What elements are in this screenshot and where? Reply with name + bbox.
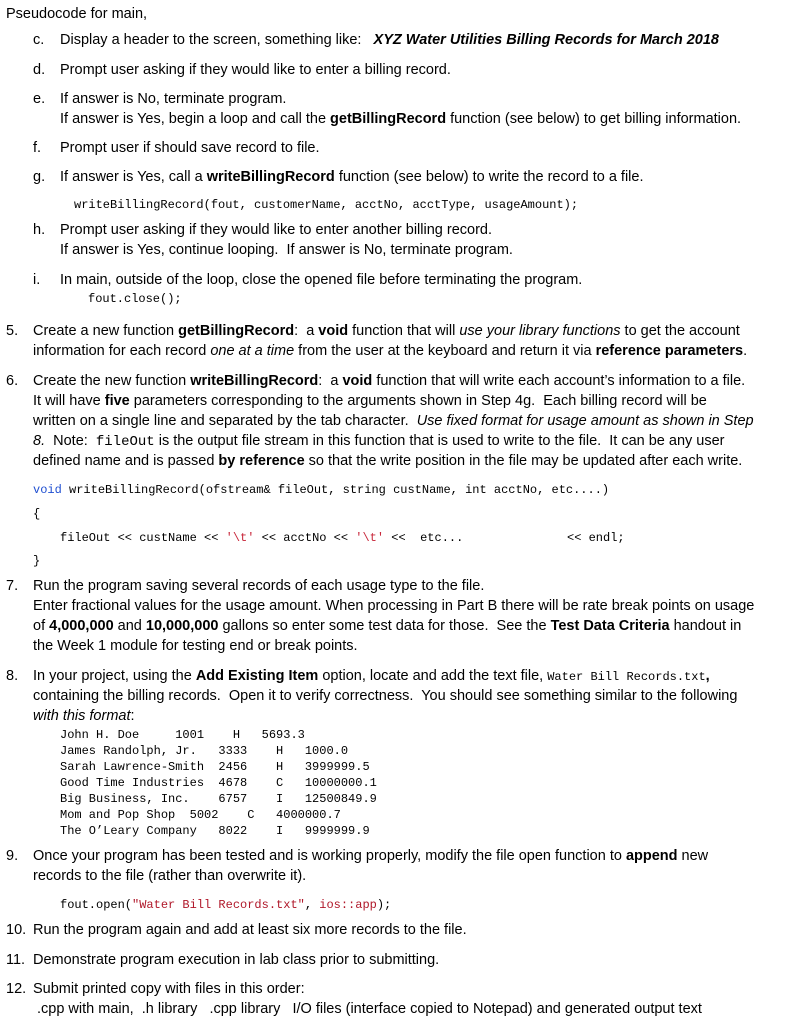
step-9-line2: records to the file (rather than overwrite it). [33,868,307,884]
step-7-number: 7. [6,578,19,594]
code-close-brace: } [33,554,41,568]
step-7-line1: Run the program saving several records of each usage type to the file. [33,578,485,594]
step-5-number: 5. [6,323,19,339]
step-8-line1: In your project, using the Add Existing Item option, locate and add the text file, Water Bill Records.txt, [33,668,710,684]
record-line: Mom and Pop Shop 5002 C 4000000.7 [60,808,341,822]
step-7-line3: of 4,000,000 and 10,000,000 gallons so enter some test data for those. See the Test Data Criteria handout in [33,618,742,634]
step-6-line5: defined name and is passed by reference so that the write position in the file may be updated after each write. [33,453,743,469]
record-line: Sarah Lawrence-Smith 2456 H 3999999.5 [60,760,370,774]
record-line: Big Business, Inc. 6757 I 12500849.9 [60,792,377,806]
step-9-line1: Once your program has been tested and is working properly, modify the file open function to append new [33,848,709,864]
record-line: John H. Doe 1001 H 5693.3 [60,728,305,742]
step-6-line3: written on a single line and separated by the tab character. Use fixed format for usage amount as shown in Step [33,413,754,429]
step-g-code: writeBillingRecord(fout, customerName, acctNo, acctType, usageAmount); [74,198,579,212]
header-example: XYZ Water Utilities Billing Records for March 2018 [373,32,719,48]
code-body: fileOut << custName << '\t' << acctNo << '\t' << etc... [60,531,464,545]
step-12-line2: .cpp with main, .h library .cpp library I/O files (interface copied to Notepad) and generated output text [37,1001,702,1017]
code-endl: << endl; [567,531,625,545]
record-line: James Randolph, Jr. 3333 H 1000.0 [60,744,349,758]
step-e-label: e. [33,91,46,107]
step-c-text: Display a header to the screen, something like: XYZ Water Utilities Billing Records for March 2018 [60,32,719,48]
intro-text: Pseudocode for main, [6,6,148,22]
step-11-text: Demonstrate program execution in lab class prior to submitting. [33,952,440,968]
code-open-brace: { [33,507,41,521]
step-i-label: i. [33,272,41,288]
record-line: Good Time Industries 4678 C 10000000.1 [60,776,377,790]
step-f-text: Prompt user if should save record to file. [60,140,320,156]
step-6-line1: Create the new function writeBillingRecord: a void function that will write each account’s information to a file. [33,373,746,389]
step-9-code: fout.open("Water Bill Records.txt", ios::app); [60,898,392,912]
step-d-label: d. [33,62,46,78]
step-i-code: fout.close(); [88,292,182,306]
step-h-line2: If answer is Yes, continue looping. If answer is No, terminate program. [60,242,513,258]
step-5-line2: information for each record one at a time from the user at the keyboard and return it via reference parameters. [33,343,748,359]
step-g-label: g. [33,169,46,185]
step-h-label: h. [33,222,46,238]
file-name: Water Bill Records.txt [547,670,706,684]
step-12-text: Submit printed copy with files in this order: [33,981,305,997]
step-11-number: 11. [6,952,26,968]
step-7-line2: Enter fractional values for the usage amount. When processing in Part B there will be rate break points on usage [33,598,755,614]
step-6-line2: It will have five parameters corresponding to the arguments shown in Step 4g. Each billing record will be [33,393,707,409]
step-12-number: 12. [6,981,27,997]
step-i-line1: In main, outside of the loop, close the opened file before terminating the program. [60,272,583,288]
code-signature: void writeBillingRecord(ofstream& fileOut, string custName, int acctNo, etc....) [33,483,610,497]
step-10-number: 10. [6,922,27,938]
step-c-label: c. [33,32,45,48]
step-e-line1: If answer is No, terminate program. [60,91,287,107]
step-8-line2: containing the billing records. Open it to verify correctness. You should see something similar to the following [33,688,738,704]
step-10-text: Run the program again and add at least six more records to the file. [33,922,467,938]
step-d-text: Prompt user asking if they would like to enter a billing record. [60,62,451,78]
step-8-number: 8. [6,668,19,684]
step-f-label: f. [33,140,42,156]
record-line: The O’Leary Company 8022 I 9999999.9 [60,824,370,838]
step-9-number: 9. [6,848,19,864]
step-6-number: 6. [6,373,19,389]
step-5-line1: Create a new function getBillingRecord: a void function that will use your library functions to get the account [33,323,740,339]
step-e-line2: If answer is Yes, begin a loop and call the getBillingRecord function (see below) to get billing information. [60,111,742,127]
step-g-text: If answer is Yes, call a writeBillingRecord function (see below) to write the record to a file. [60,169,644,185]
step-6-line4: 8. Note: fileOut is the output file stream in this function that is used to write to the file. It can be any user [33,433,725,450]
step-h-line1: Prompt user asking if they would like to enter another billing record. [60,222,492,238]
step-8-line3: with this format: [33,708,135,724]
step-7-line4: the Week 1 module for testing end or break points. [33,638,358,654]
